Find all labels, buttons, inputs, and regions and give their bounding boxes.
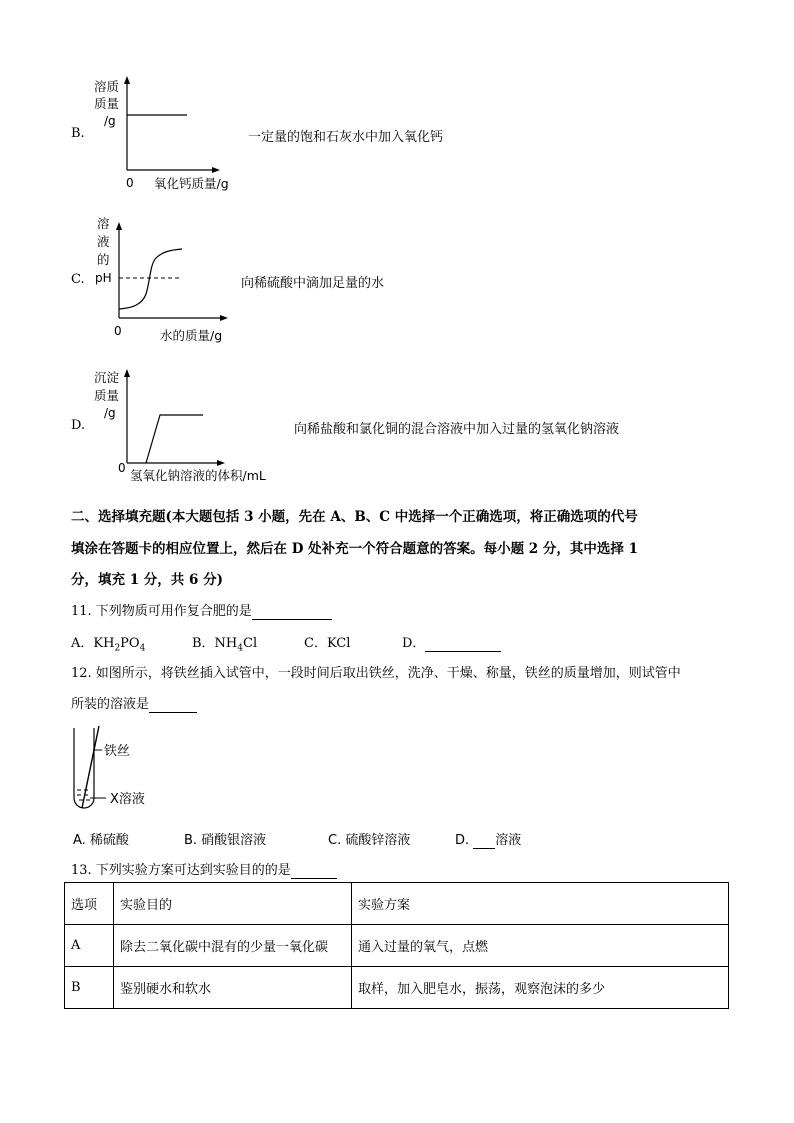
option-c-label: C.	[71, 272, 85, 287]
graph-b-x-arrow	[212, 167, 220, 173]
table-cell: 通入过量的氧气，点燃	[352, 925, 729, 967]
graph-b-ylabel-1: 溶质	[94, 79, 120, 94]
section2-line-1: 二、选择填充题(本大题包括 3 小题，先在 A、B、C 中选择一个正确选项，将正确选项的代号	[71, 509, 638, 525]
graph-c-xlabel: 水的质量/g	[160, 328, 223, 343]
q12-option-b: B. 硝酸银溶液	[184, 833, 267, 848]
solution-label: X溶液	[110, 792, 145, 807]
q12-option-a: A. 稀硫酸	[73, 833, 129, 848]
q11-option-b-sub: 4	[237, 643, 243, 654]
graph-c-ylabel-1: 溶	[97, 216, 110, 231]
q12-option-d-prefix: D.	[455, 833, 470, 848]
q13-table	[64, 882, 729, 1009]
q11-option-d-text: D．	[402, 636, 426, 651]
q11-option-d-blank[interactable]	[425, 636, 501, 652]
q11-option-b-end: Cl	[243, 636, 258, 651]
section2-line-3: 分，填充 1 分，共 6 分)	[71, 572, 223, 588]
graph-c-ylabel-4: pH	[95, 271, 112, 285]
graph-c-origin: 0	[114, 324, 122, 338]
q13-stem-text: 13. 下列实验方案可达到实验目的的是	[71, 863, 291, 878]
table-cell: 鉴别硬水和软水	[114, 967, 352, 1009]
table-row	[65, 925, 729, 967]
graph-c	[90, 212, 250, 347]
q11-option-a-sub2: 4	[139, 643, 146, 654]
q12-option-c: C. 硫酸锌溶液	[328, 833, 411, 848]
q12-answer-blank[interactable]	[149, 697, 197, 713]
q11-option-a-mid: PO	[120, 636, 140, 651]
graph-b-desc: 一定量的饱和石灰水中加入氧化钙	[248, 130, 444, 145]
table-header-row	[65, 883, 729, 925]
graph-d-yunit: /g	[104, 406, 116, 420]
q11-option-a	[71, 632, 145, 654]
option-d-label: D.	[71, 418, 86, 433]
q11-option-c: C．KCl	[304, 636, 351, 651]
q11-stem	[71, 600, 332, 620]
q11-option-a-text: A．KH	[71, 636, 115, 651]
q11-option-b-text: B．NH	[192, 636, 238, 651]
q13-stem	[71, 859, 337, 879]
graph-b-yunit: /g	[104, 114, 116, 128]
graph-c-x-arrow	[220, 315, 228, 321]
graph-d-curve	[146, 415, 203, 463]
graph-b-origin: 0	[126, 176, 134, 190]
table-cell: A	[65, 925, 114, 967]
table-header-cell: 选项	[65, 883, 114, 925]
q11-option-b	[192, 632, 257, 654]
graph-d-ylabel-2: 质量	[94, 388, 120, 403]
graph-b	[90, 75, 250, 195]
table-cell: 除去二氧化碳中混有的少量一氧化碳	[114, 925, 352, 967]
graph-c-curve	[119, 249, 182, 309]
graph-d-xlabel: 氢氧化钠溶液的体积/mL	[130, 468, 266, 483]
graph-b-xlabel: 氧化钙质量/g	[154, 176, 229, 191]
q11-option-a-sub1: 2	[114, 643, 121, 654]
q12-option-d	[455, 829, 521, 849]
q12-stem-line-2	[71, 693, 197, 713]
graph-d	[90, 365, 290, 487]
graph-d-ylabel-1: 沉淀	[94, 370, 120, 385]
q12-option-d-suffix: 溶液	[495, 833, 522, 848]
graph-d-origin: 0	[118, 461, 126, 475]
graph-b-ylabel-2: 质量	[94, 96, 120, 111]
q11-stem-text: 11. 下列物质可用作复合肥的是	[71, 604, 252, 619]
graph-c-y-arrow	[116, 222, 122, 230]
q13-answer-blank[interactable]	[291, 863, 337, 879]
section2-line-2: 填涂在答题卡的相应位置上，然后在 D 处补充一个符合题意的答案。每小题 2 分，其中选择 1	[71, 541, 638, 557]
graph-b-y-arrow	[124, 76, 130, 84]
table-header-cell: 实验目的	[114, 883, 352, 925]
q12-test-tube-figure	[68, 724, 178, 816]
q12-stem-line-2-text: 所装的溶液是	[71, 697, 150, 712]
graph-c-desc: 向稀硫酸中滴加足量的水	[241, 276, 385, 291]
table-row	[65, 967, 729, 1009]
iron-wire-label: 铁丝	[104, 744, 131, 759]
q12-option-d-blank[interactable]	[473, 833, 495, 849]
table-header-cell: 实验方案	[352, 883, 729, 925]
graph-d-x-arrow	[217, 460, 225, 466]
q12-stem-line-1: 12. 如图所示，将铁丝插入试管中，一段时间后取出铁丝，洗净、干燥、称量，铁丝的质量增加，则试管中	[71, 666, 681, 681]
option-b-label: B.	[71, 126, 85, 141]
table-cell: 取样，加入肥皂水，振荡，观察泡沫的多少	[352, 967, 729, 1009]
graph-c-ylabel-3: 的	[97, 252, 110, 267]
graph-c-ylabel-2: 液	[97, 234, 110, 249]
iron-wire	[82, 726, 99, 808]
graph-d-y-arrow	[124, 369, 130, 377]
q11-answer-blank[interactable]	[252, 604, 332, 620]
graph-d-desc: 向稀盐酸和氯化铜的混合溶液中加入过量的氢氧化钠溶液	[294, 422, 620, 437]
q11-option-d	[402, 632, 501, 652]
table-cell: B	[65, 967, 114, 1009]
